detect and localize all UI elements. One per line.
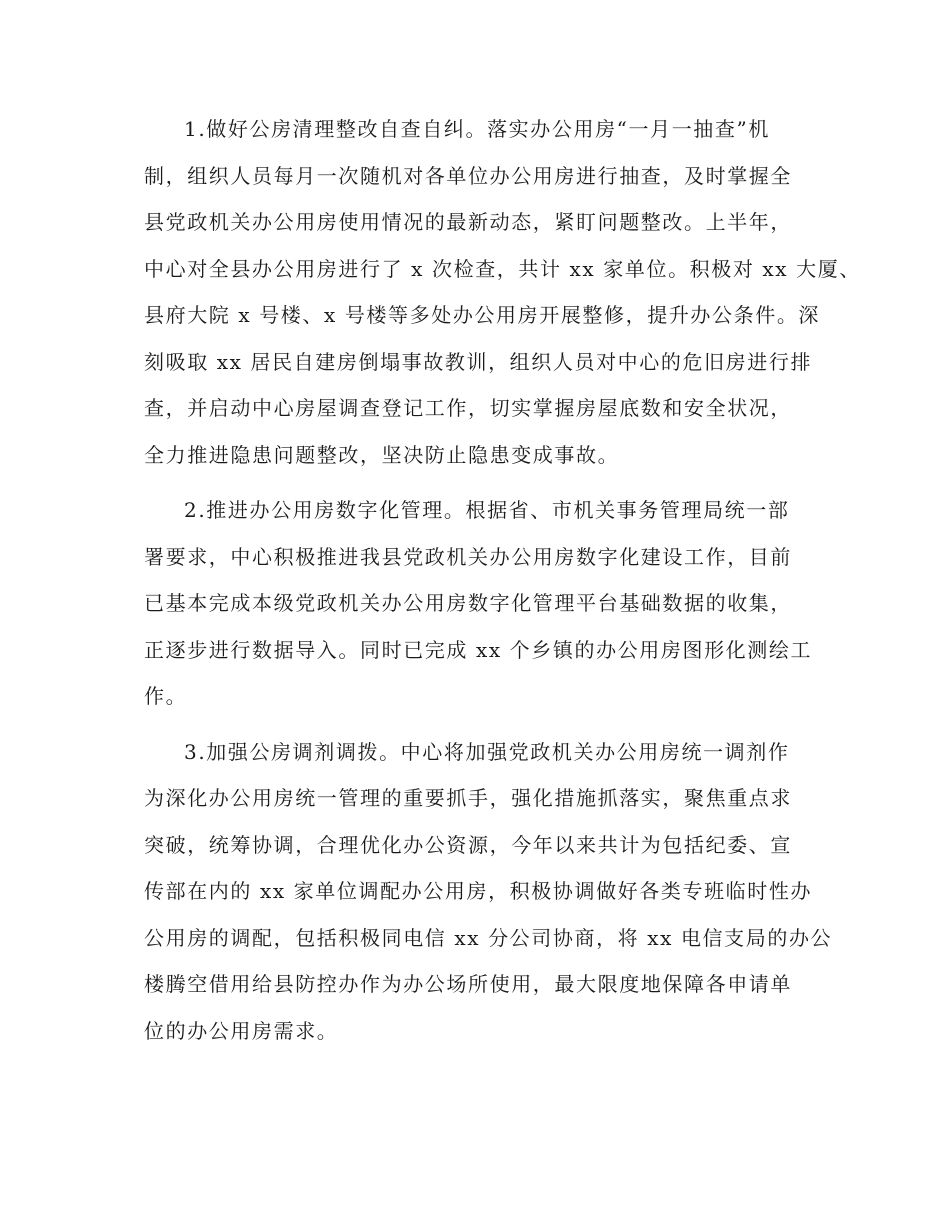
text-line: 2.推进办公用房数字化管理。根据省、市机关事务管理局统一部 [184, 498, 790, 522]
text-line: 1.做好公房清理整改自查自纠。落实办公用房“一月一抽查”机 [184, 117, 770, 141]
text-line: 楼腾空借用给县防控办作为办公场所使用，最大限度地保障各申请单 [144, 972, 792, 996]
document-body [144, 106, 861, 1063]
paragraph-3 [144, 729, 833, 1055]
text-line: 全力推进隐患问题整改，坚决防止隐患变成事故。 [144, 442, 620, 467]
text-line: 查，并启动中心房屋调查登记工作，切实掌握房屋底数和安全状况， [144, 396, 792, 420]
text-line: 刻吸取 xx 居民自建房倒塌事故教训，组织人员对中心的危旧房进行排 [144, 349, 813, 374]
text-line: 县党政机关办公用房使用情况的最新动态，紧盯问题整改。上半年， [144, 210, 792, 234]
text-line: 署要求，中心积极推进我县党政机关办公用房数字化建设工作，目前 [144, 544, 792, 569]
text-line: 为深化办公用房统一管理的重要抓手，强化措施抓落实，聚焦重点求 [144, 786, 792, 810]
text-line: 中心对全县办公用房进行了 x 次检查，共计 xx 家单位。积极对 xx 大厦、 [144, 256, 861, 281]
paragraph-2 [144, 487, 824, 720]
text-line: 县府大院 x 号楼、x 号楼等多处办公用房开展整修，提升办公条件。深 [144, 303, 821, 327]
text-line: 作。 [144, 684, 188, 708]
text-line: 制，组织人员每月一次随机对各单位办公用房进行抽查，及时掌握全 [144, 163, 792, 188]
text-line: 传部在内的 xx 家单位调配办公用房，积极协调做好各类专班临时性办 [144, 879, 813, 903]
paragraph-1 [144, 106, 861, 478]
text-line: 位的办公用房需求。 [144, 1018, 339, 1043]
text-line: 正逐步进行数据导入。同时已完成 xx 个乡镇的办公用房图形化测绘工 [144, 637, 813, 662]
text-line: 3.加强公房调剂调拨。中心将加强党政机关办公用房统一调剂作 [184, 739, 790, 764]
text-line: 公用房的调配，包括积极同电信 xx 分公司协商，将 xx 电信支局的办公 [144, 925, 833, 950]
text-line: 突破，统筹协调，合理优化办公资源，今年以来共计为包括纪委、宣 [144, 832, 792, 857]
text-line: 已基本完成本级党政机关办公用房数字化管理平台基础数据的收集， [144, 591, 792, 615]
